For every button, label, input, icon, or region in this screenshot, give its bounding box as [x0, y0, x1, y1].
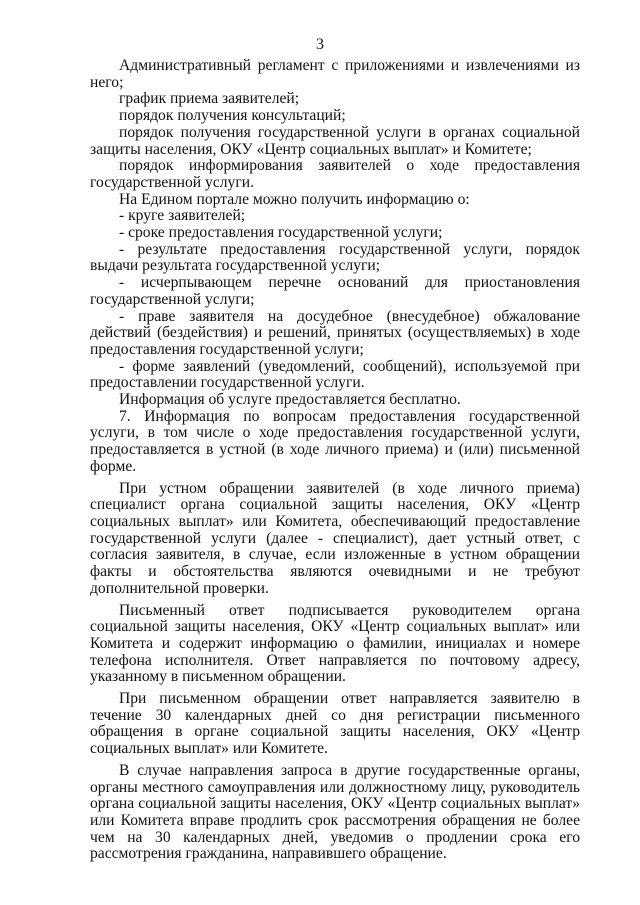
paragraph-oral-request: При устном обращении заявителей (в ходе личного приема) специалист органа социальной защиты населения, ОКУ «Центр социальных выплат» или Комитета, обеспечивающий предоставление государственной услуги (далее - специалист), дает устный ответ, с согласия заявителя, в случае, если изложенные в устном обращении факты и обстоятельства являются очевидными и не требуют дополнительной проверки.	[90, 479, 580, 597]
paragraph-written-request: При письменном обращении ответ направляется заявителю в течение 30 календарных дней со дня регистрации письменного обращения в органе социальной защиты населения, ОКУ «Центр социальных выплат» или Комитете.	[90, 690, 580, 758]
page-number: 3	[316, 36, 324, 53]
list-item-appeal-right: - праве заявителя на досудебное (внесудебное) обжалование действий (бездействия) и решений, принятых (осуществляемых) в ходе предоставления государственной услуги;	[90, 307, 580, 358]
paragraph-service-order: порядок получения государственной услуги в органах социальной защиты населения, ОКУ «Центр социальных выплат» и Комитете;	[90, 123, 580, 158]
list-item-result: - результате предоставления государственной услуги, порядок выдачи результата государственной услуги;	[90, 240, 580, 275]
paragraph-written-answer: Письменный ответ подписывается руководителем органа социальной защиты населения, ОКУ «Центр социальных выплат» или Комитета и содержит информацию о фамилии, инициалах и номере телефона исполнителя. Ответ направляется по почтовому адресу, указанному в письменном обращении.	[90, 601, 580, 686]
paragraph-extension: В случае направления запроса в другие государственные органы, органы местного самоуправления или должностному лицу, руководитель органа социальной защиты населения, ОКУ «Центр социальных выплат» или Комитета вправе продлить срок рассмотрения обращения не более чем на 30 календарных дней, уведомив о продлении срока его рассмотрения гражданина, направившего обращение.	[90, 761, 580, 863]
paragraph-reception-schedule: график приема заявителей;	[119, 90, 300, 108]
paragraph-consultation-order: порядок получения консультаций;	[119, 107, 346, 125]
list-item-suspension-grounds: - исчерпывающем перечне оснований для приостановления государственной услуги;	[90, 274, 580, 308]
list-item-applicants: - круге заявителей;	[119, 207, 246, 225]
paragraph-free-service: Информация об услуге предоставляется бесплатно.	[119, 391, 461, 409]
document-body	[90, 58, 580, 863]
list-item-application-form: - форме заявлений (уведомлений, сообщений), используемой при предоставлении государственной услуги.	[90, 357, 580, 392]
paragraph-section-7: 7. Информация по вопросам предоставления государственной услуги, в том числе о ходе предоставления государственной услуги, предоставляется в устной (в ходе личного приема) и (или) письменной форме.	[90, 407, 580, 475]
paragraph-regulation: Административный регламент с приложениями и извлечениями из него;	[90, 57, 580, 91]
paragraph-informing-order: порядок информирования заявителей о ходе предоставления государственной услуги.	[90, 157, 580, 191]
paragraph-unified-portal: На Едином портале можно получить информацию о:	[119, 190, 470, 208]
list-item-term: - сроке предоставления государственной услуги;	[119, 224, 443, 242]
